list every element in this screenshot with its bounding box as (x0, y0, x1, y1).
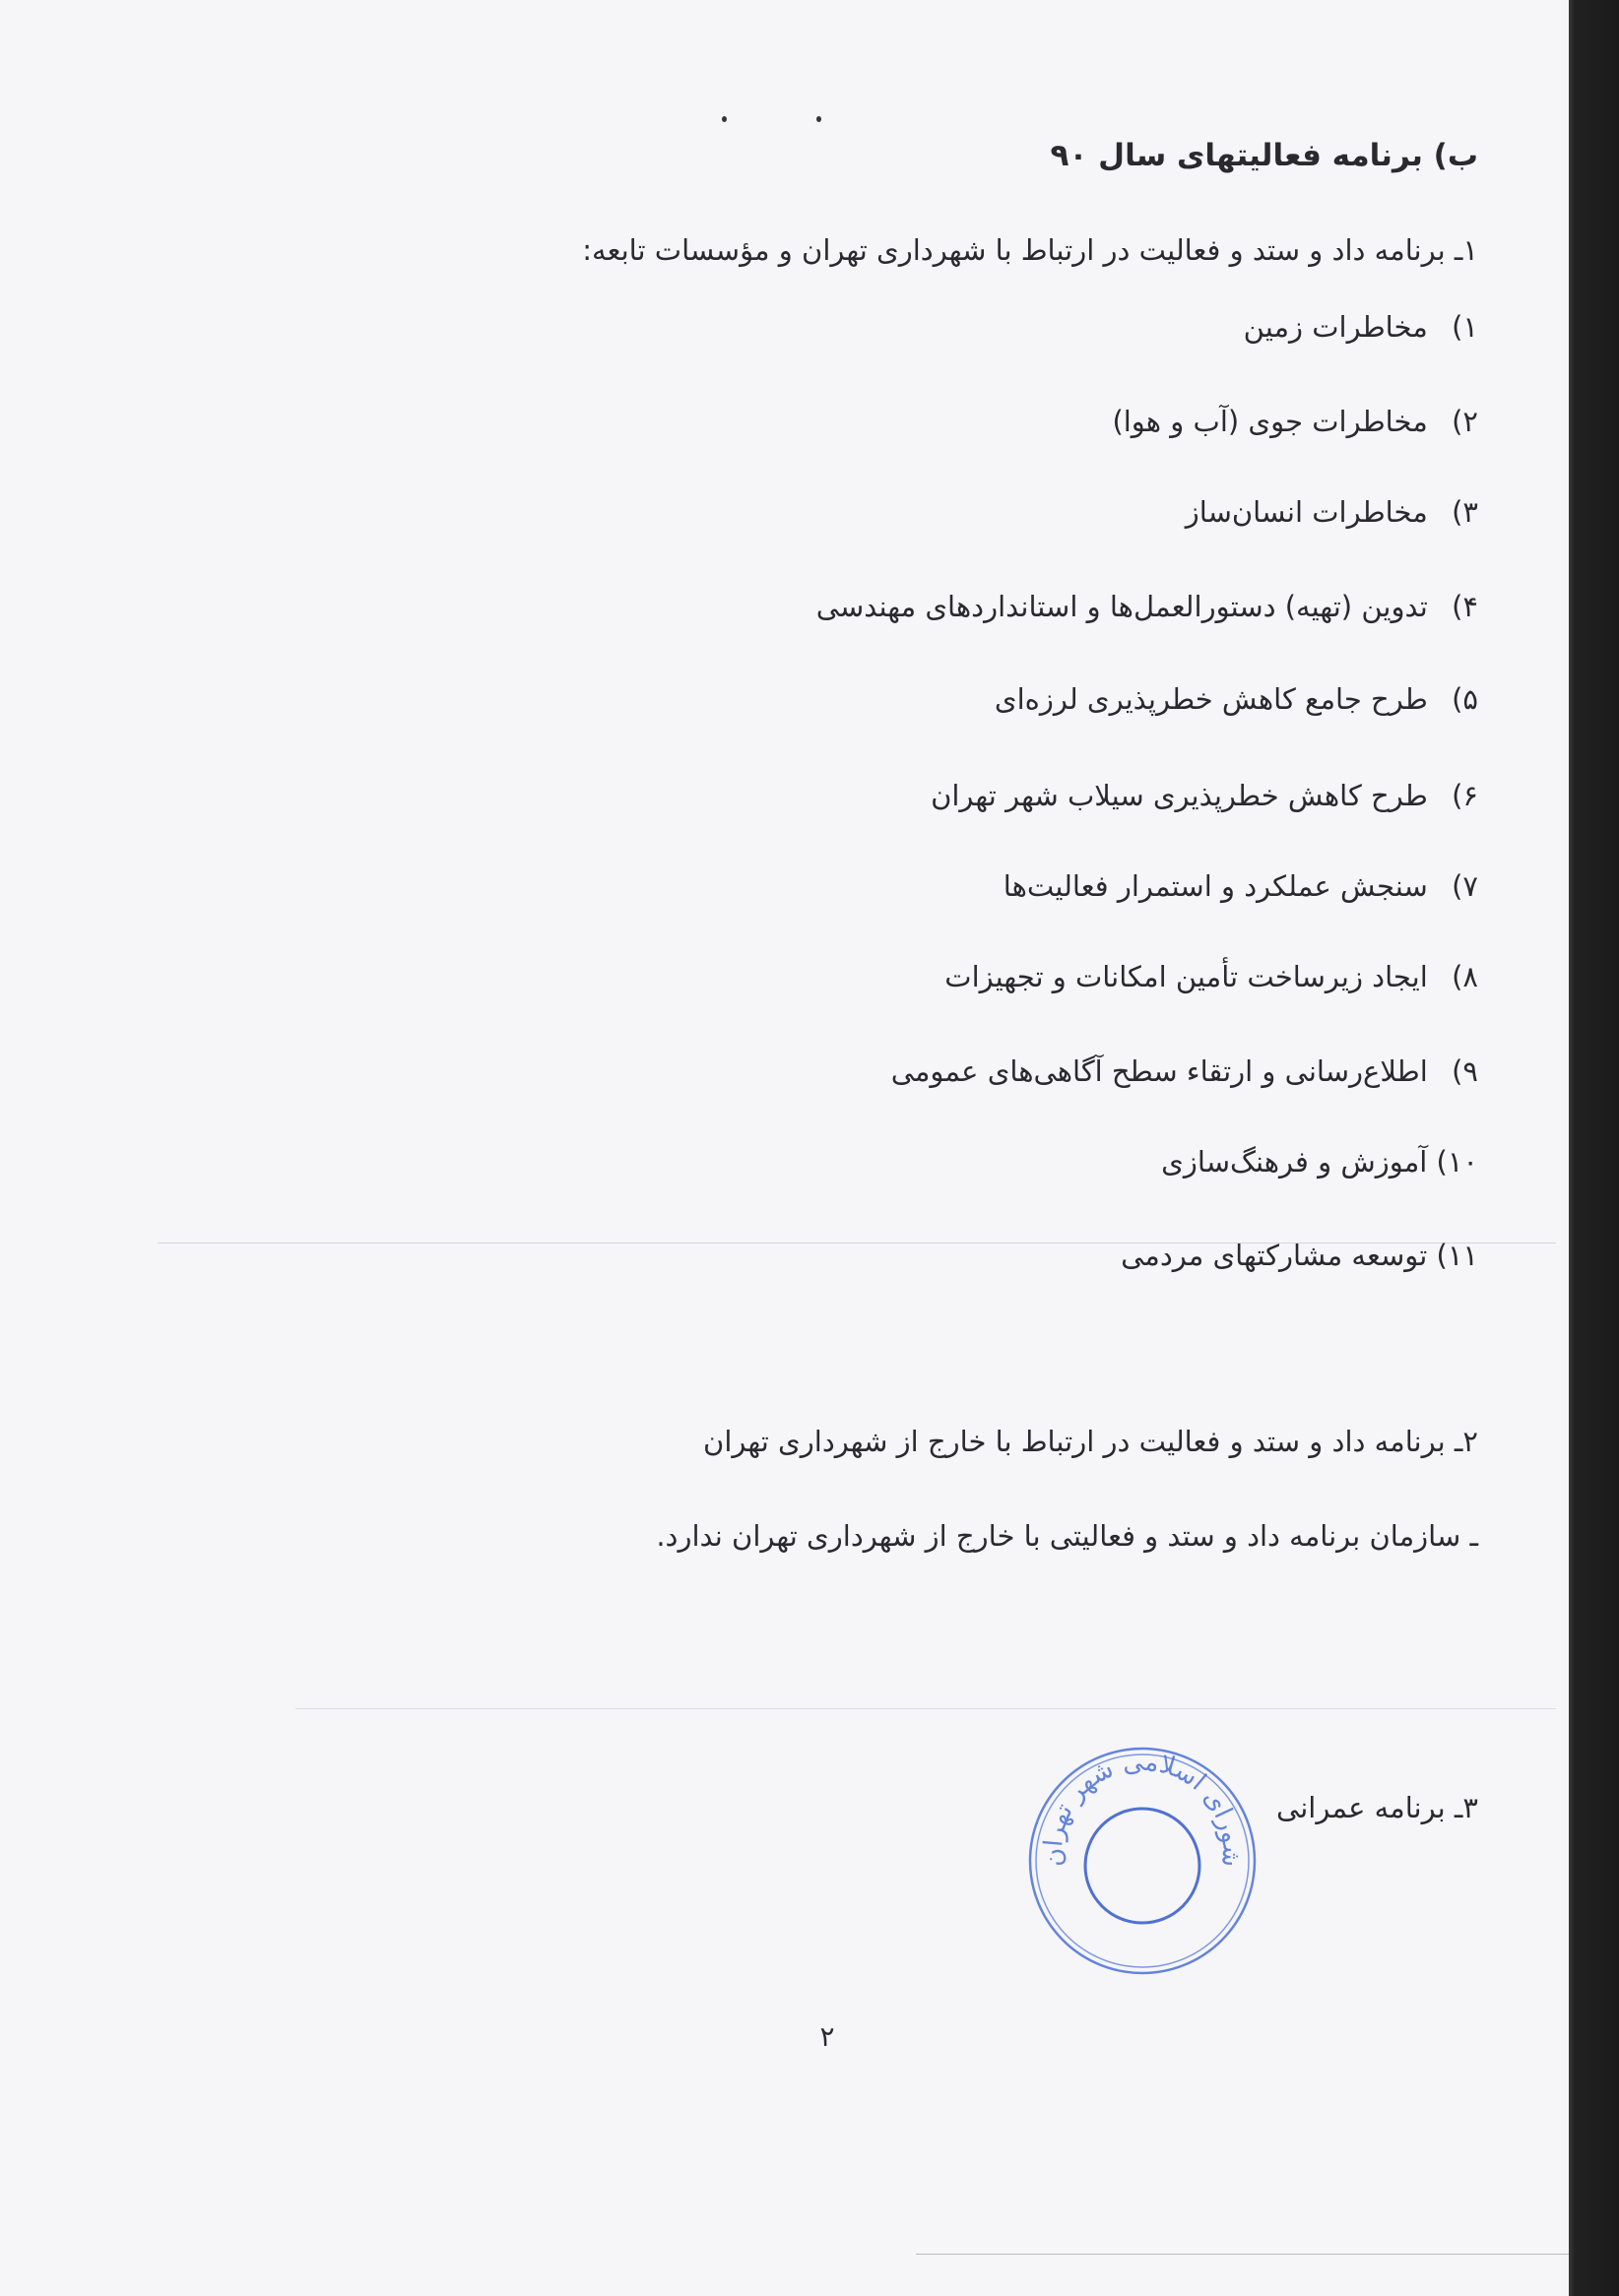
list-item: ۵) طرح جامع کاهش خطرپذیری لرزه‌ای (994, 682, 1478, 716)
list-item: ۲) مخاطرات جوی (آب و هوا) (1112, 405, 1478, 438)
list-item: ۶) طرح کاهش خطرپذیری سیلاب شهر تهران (931, 779, 1478, 812)
scan-speck (722, 116, 727, 122)
list-item: ۱۱) توسعه مشارکتهای مردمی (1121, 1239, 1478, 1272)
section-3-title: ۳ـ برنامه عمرانی (1276, 1791, 1478, 1824)
section-2-title: ۲ـ برنامه داد و ستد و فعالیت در ارتباط با خارج از شهرداری تهران (703, 1425, 1478, 1458)
footer-rule (916, 2254, 1595, 2255)
section-1-title: ۱ـ برنامه داد و ستد و فعالیت در ارتباط با شهرداری تهران و مؤسسات تابعه: (582, 233, 1478, 267)
list-item: ۱) مخاطرات زمین (1243, 310, 1478, 344)
section-2-note: ـ سازمان برنامه داد و ستد و فعالیتی با خارج از شهرداری تهران ندارد. (656, 1519, 1478, 1553)
page-number: ۲ (819, 2020, 835, 2053)
svg-text:شورای اسلامی شهر تهران: شورای اسلامی شهر تهران (1038, 1747, 1247, 1869)
scan-edge-shadow (1569, 0, 1619, 2296)
list-item: ۸) ایجاد زیرساخت تأمین امکانات و تجهیزات (944, 960, 1478, 993)
list-item: ۷) سنجش عملکرد و استمرار فعالیت‌ها (1003, 869, 1478, 903)
list-item: ۱۰) آموزش و فرهنگ‌سازی (1161, 1145, 1478, 1179)
scan-fold-line (295, 1708, 1556, 1709)
official-seal-stamp (1024, 1743, 1261, 1979)
list-item: ۳) مخاطرات انسان‌ساز (1185, 495, 1478, 529)
list-item: ۴) تدوین (تهیه) دستورالعمل‌ها و استانداردهای مهندسی (815, 590, 1478, 623)
scan-speck (816, 116, 821, 122)
section-heading: ب) برنامه فعالیتهای سال ۹۰ (1050, 138, 1478, 173)
list-item: ۹) اطلاع‌رسانی و ارتقاء سطح آگاهی‌های عمومی (890, 1054, 1478, 1088)
